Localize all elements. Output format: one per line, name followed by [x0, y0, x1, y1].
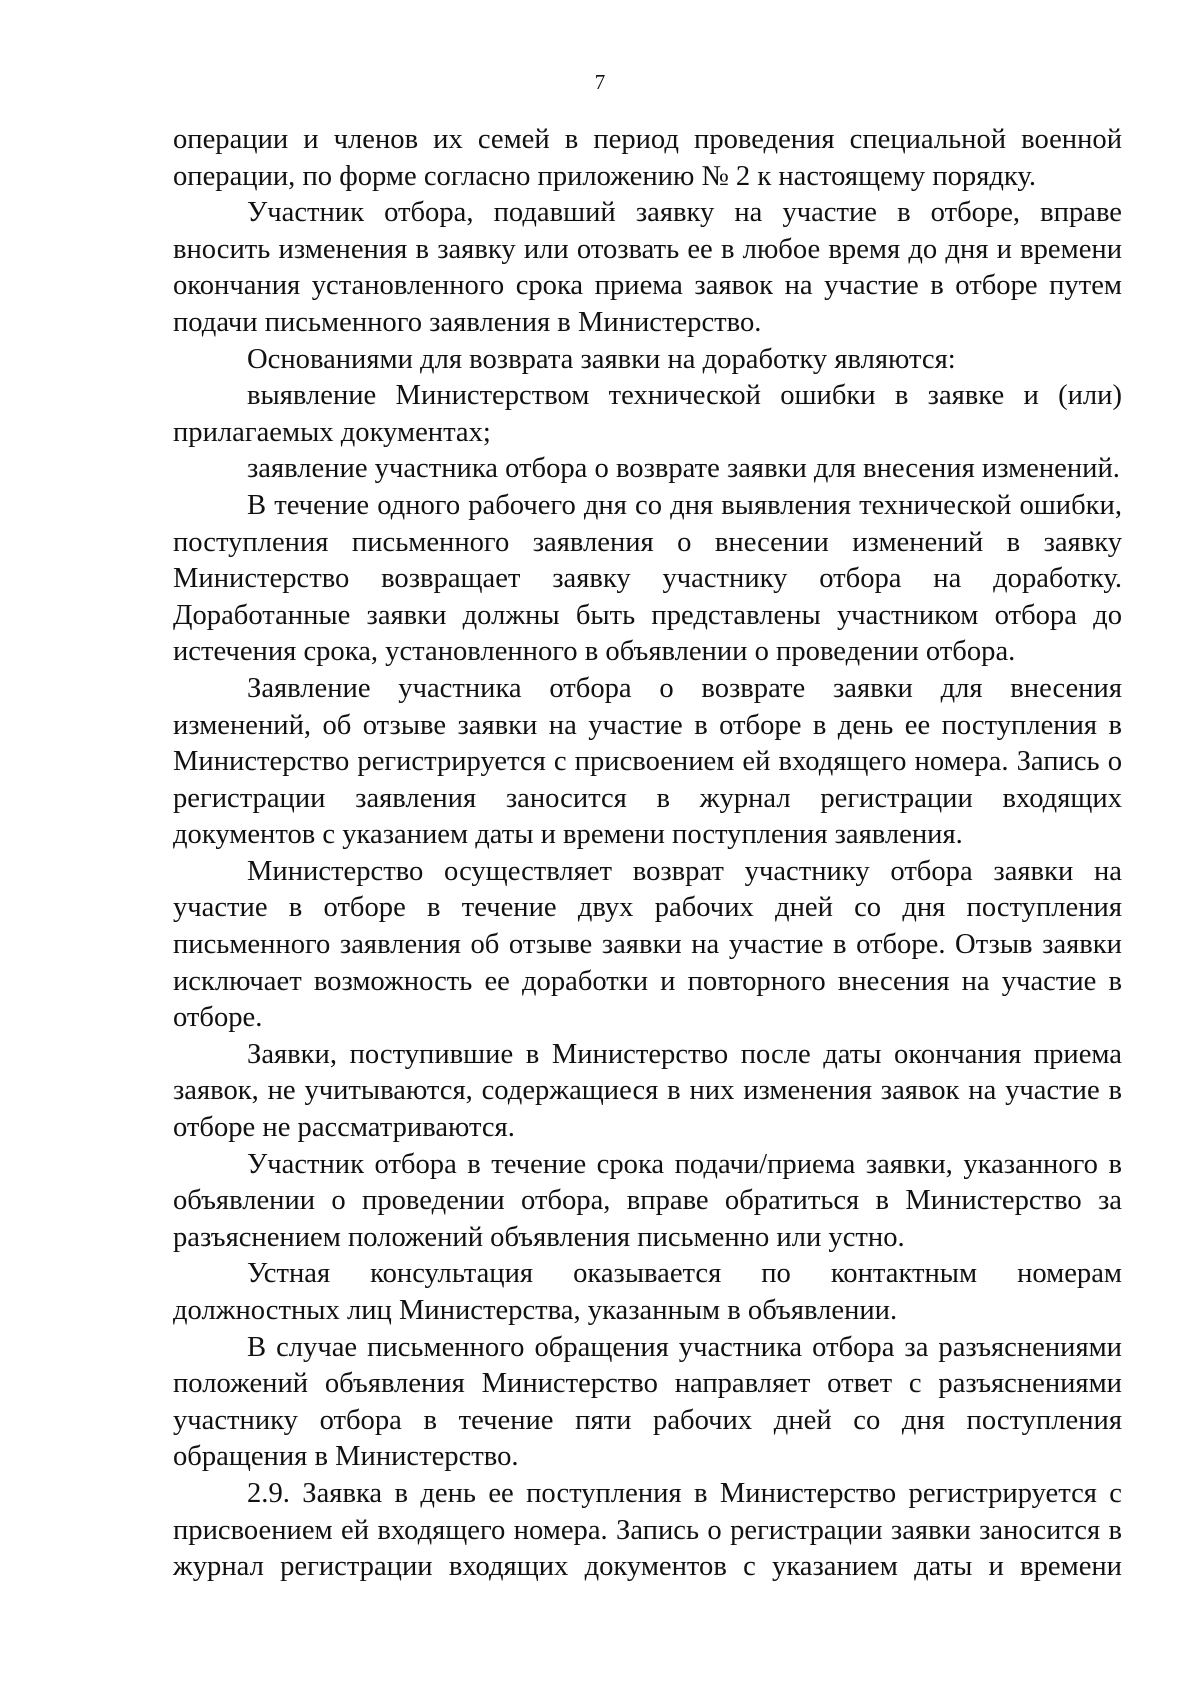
- document-body: [173, 122, 1122, 1586]
- paragraph-written-reply: В случае письменного обращения участника отбора за разъяснениями положений объявления Министерство направляет ответ с разъяснениями участнику отбора в течение пяти рабочих дней со дня поступления обращения в Министерство.: [173, 1331, 1122, 1473]
- paragraph-participant-request: заявление участника отбора о возврате заявки для внесения изменений.: [247, 453, 1120, 485]
- paragraph-return-grounds: Основаниями для возврата заявки на доработку являются:: [247, 343, 956, 375]
- page-number: 7: [594, 70, 606, 94]
- paragraph-technical-error: выявление Министерством технической ошибки в заявке и (или) прилагаемых документах;: [173, 380, 1122, 448]
- paragraph-withdrawal-right: Участник отбора, подавший заявку на участие в отборе, вправе вносить изменения в заявку или отозвать ее в любое время до дня и времени окончания установленного срока приема заявок на участие в отборе путем подачи письменного заявления в Министерство.: [173, 197, 1122, 338]
- paragraph-oral-consultation: Устная консультация оказывается по контактным номерам должностных лиц Министерства, указанным в объявлении.: [173, 1258, 1122, 1326]
- paragraph-clarification-request: Участник отбора в течение срока подачи/приема заявки, указанного в объявлении о проведении отбора, вправе обратиться в Министерство за разъяснением положений объявления письменно или устно.: [173, 1148, 1122, 1253]
- paragraph-withdrawal-return: Министерство осуществляет возврат участнику отбора заявки на участие в отборе в течение двух рабочих дней со дня поступления письменного заявления об отзыве заявки на участие в отборе. Отзыв заявки исключает возможность ее доработки и повторного внесения на участие в отборе.: [173, 855, 1122, 1034]
- paragraph-continuation: операции и членов их семей в период проведения специальной военной операции, по форме согласно приложению № 2 к настоящему порядку.: [173, 124, 1122, 192]
- paragraph-statement-registration: Заявление участника отбора о возврате заявки для внесения изменений, об отзыве заявки на участие в отборе в день ее поступления в Министерство регистрируется с присвоением ей входящего номера. Запись о регистрации заявления заносится в журнал регистрации входящих документов с указанием даты и времени поступления заявления.: [173, 672, 1122, 851]
- paragraph-section-2-9: 2.9. Заявка в день ее поступления в Министерство регистрируется с присвоением ей входящего номера. Запись о регистрации заявки заносится в журнал регистрации входящих документов с указанием даты и времени: [173, 1477, 1122, 1583]
- paragraph-return-deadline: В течение одного рабочего дня со дня выявления технической ошибки, поступления письменного заявления о внесении изменений в заявку Министерство возвращает заявку участнику отбора на доработку. Доработанные заявки должны быть представлены участником отбора до истечения срока, установленного в объявлении о проведении отбора.: [173, 489, 1122, 668]
- paragraph-late-applications: Заявки, поступившие в Министерство после даты окончания приема заявок, не учитываются, содержащиеся в них изменения заявок на участие в отборе не рассматриваются.: [173, 1038, 1122, 1144]
